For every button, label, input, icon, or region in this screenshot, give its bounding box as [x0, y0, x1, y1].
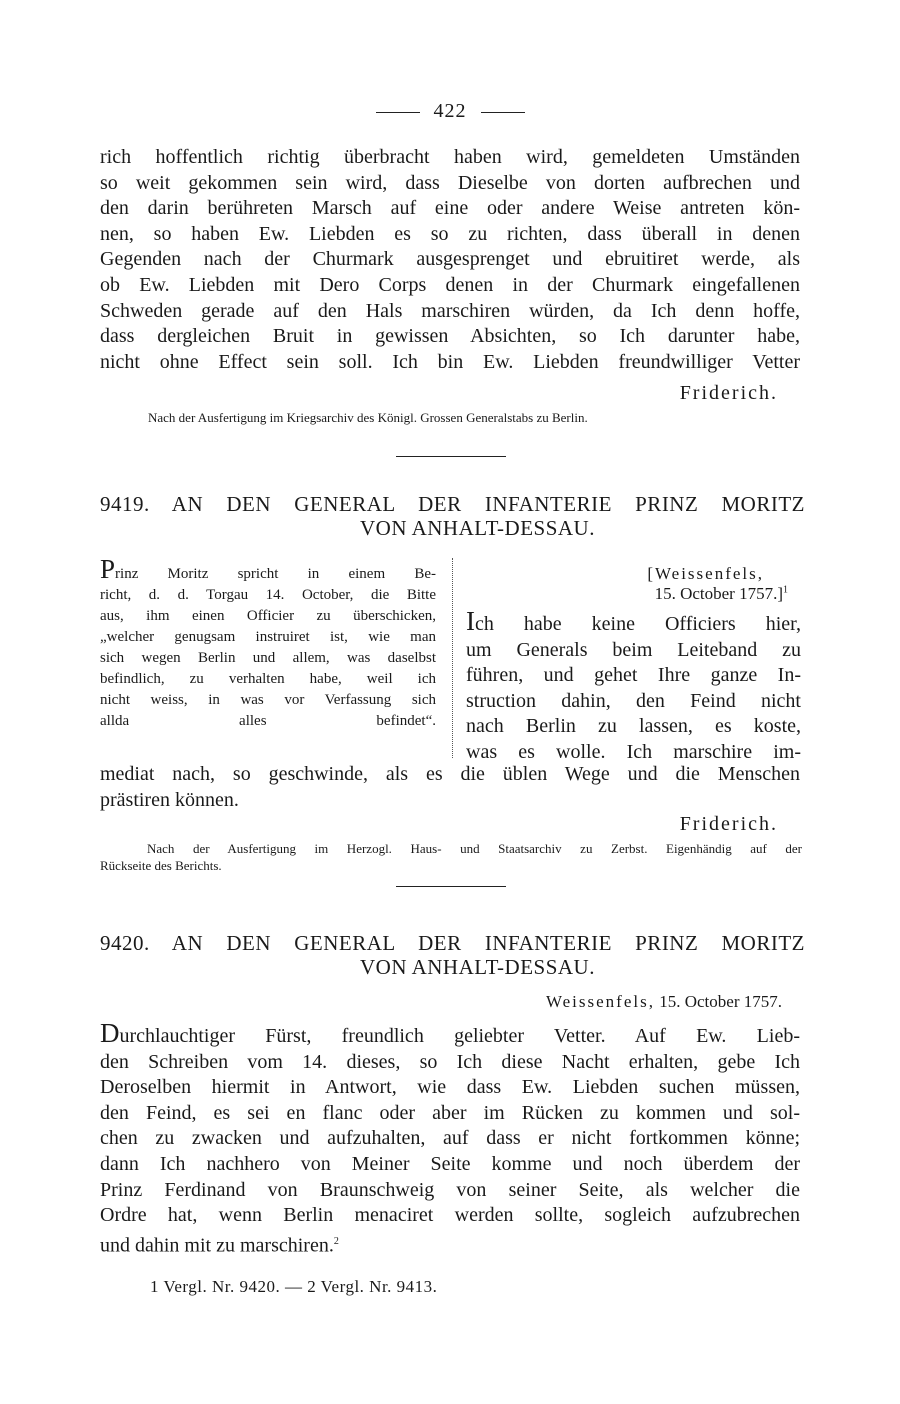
header-dash-left [376, 112, 420, 113]
text-line: den Schreiben vom 14. dieses, so Ich diese Nacht erhalten, gebe Ich [100, 1050, 800, 1073]
source-line: Nach der Ausfertigung im Herzogl. Haus- und Staatsarchiv zu Zerbst. Eigenhändig auf der [147, 841, 802, 856]
summary-line [100, 554, 436, 585]
text-line: chen zu zwacken und aufzuhalten, auf dass er nicht fortkommen könne; [100, 1127, 800, 1150]
drop-initial: D [100, 1018, 120, 1048]
text: ch habe keine Officiers hier, [475, 613, 801, 635]
page-number: 422 [433, 100, 467, 122]
heading-line: VON ANHALT-DESSAU. [360, 516, 595, 540]
section-divider [396, 456, 506, 457]
summary-text: rinz Moritz spricht in einem Be- [115, 566, 436, 582]
date-place: Weissenfels, [545, 992, 655, 1011]
header-dash-right [481, 112, 525, 113]
text-line [466, 606, 801, 638]
date-place: [Weissenfels, [647, 564, 764, 583]
source-note [100, 840, 802, 874]
summary-line: richt, d. d. Torgau 14. October, die Bitte [100, 587, 436, 603]
section-divider [396, 886, 506, 887]
previous-letter-body [100, 145, 800, 375]
text: urchlauchtiger Fürst, freundlich geliebter Vetter. Auf Ew. Lieb- [119, 1025, 800, 1047]
source-note: Nach der Ausfertigung im Kriegsarchiv des Königl. Grossen Generalstabs zu Berlin. [148, 410, 588, 425]
source-line: Rückseite des Berichts. [100, 858, 222, 873]
date-text: 15. October 1757. [659, 992, 782, 1011]
letter-body-continued [100, 762, 800, 813]
text-line: prästiren können. [100, 788, 239, 811]
footnote-ref: 2 [333, 1235, 339, 1247]
text-line: nen, so haben Ew. Liebden es so zu richten, dass überall in denen [100, 222, 800, 245]
signature: Friderich. [679, 813, 778, 835]
summary-line: allda alles befindet“. [100, 713, 436, 729]
signature: Friderich. [679, 382, 778, 404]
text-line: Prinz Ferdinand von Braunschweig von seiner Seite, als welcher die [100, 1178, 800, 1201]
footnote-ref: 1 [783, 584, 788, 596]
footnotes: 1 Vergl. Nr. 9420. — 2 Vergl. Nr. 9413. [150, 1277, 438, 1296]
text-line: struction dahin, den Feind nicht [466, 689, 801, 712]
summary-line: nicht weiss, in was vor Verfassung sich [100, 692, 436, 708]
text-line: Gegenden nach der Churmark ausgesprenget und ebruitiret werde, als [100, 248, 800, 271]
letter-body [100, 1018, 800, 1259]
text-line [100, 1018, 800, 1050]
text-line: führen, und gehet Ihre ganze In- [466, 664, 801, 686]
text-line: dann Ich nachhero von Meiner Seite komme und noch überdem der [100, 1152, 800, 1175]
heading-line: 9419. AN DEN GENERAL DER INFANTERIE PRINZ MORITZ [100, 492, 805, 516]
summary-line: sich wegen Berlin und allem, was daselbst [100, 650, 436, 666]
drop-initial: I [466, 606, 475, 636]
summary-line: befindlich, zu verhalten habe, weil ich [100, 671, 436, 687]
text-line: so weit gekommen sein wird, dass Dieselbe von dorten aufbrechen und [100, 171, 800, 194]
text-line: Ordre hat, wenn Berlin menaciret werden sollte, sogleich aufzubrechen [100, 1204, 800, 1227]
text-line: Schweden gerade auf den Hals marschiren würden, da Ich denn hoffe, [100, 299, 800, 322]
heading-line: VON ANHALT-DESSAU. [360, 955, 595, 979]
text-line: rich hoffentlich richtig überbracht haben wird, gemeldeten Umständen [100, 146, 800, 168]
heading-line: 9420. AN DEN GENERAL DER INFANTERIE PRINZ MORITZ [100, 931, 805, 955]
letter-summary [100, 554, 436, 732]
date-text: 15. October 1757.] [654, 584, 783, 603]
letter-heading-9419 [100, 492, 805, 540]
text-line: ob Ew. Liebden mit Dero Corps denen in der Churmark eingefallenen [100, 273, 800, 296]
column-divider [452, 558, 453, 758]
text-line: den Feind, es sei en flanc oder aber im Rücken zu kommen und sol- [100, 1101, 800, 1124]
text-line: dass dergleichen Bruit in gewissen Absichten, so Ich darunter habe, [100, 325, 800, 348]
text-line: Deroselben hiermit in Antwort, wie dass Ew. Liebden suchen müssen, [100, 1076, 800, 1099]
text: und dahin mit zu marschiren. [100, 1234, 334, 1257]
date-line [484, 992, 782, 1012]
text-line: um Generals beim Leiteband zu [466, 638, 801, 661]
summary-line: „welcher genugsam instruiret ist, wie man [100, 629, 436, 645]
date-line [466, 584, 788, 604]
text-line: den darin berühreten Marsch auf eine oder andere Weise antreten kön- [100, 197, 800, 220]
page-header [0, 100, 900, 123]
letter-heading-9420 [100, 931, 805, 979]
text-line: mediat nach, so geschwinde, als es die üblen Wege und die Menschen [100, 763, 800, 785]
text-line: nach Berlin zu lassen, es koste, [466, 715, 801, 737]
text-line: nicht ohne Effect sein soll. Ich bin Ew. Liebden freundwilliger Vetter [100, 350, 800, 373]
drop-initial: P [100, 554, 116, 584]
text-line: was es wolle. Ich marschire im- [466, 740, 801, 763]
text-line [100, 1229, 800, 1259]
letter-body-column [466, 606, 801, 765]
summary-line: aus, ihm einen Officier zu überschicken, [100, 608, 436, 624]
